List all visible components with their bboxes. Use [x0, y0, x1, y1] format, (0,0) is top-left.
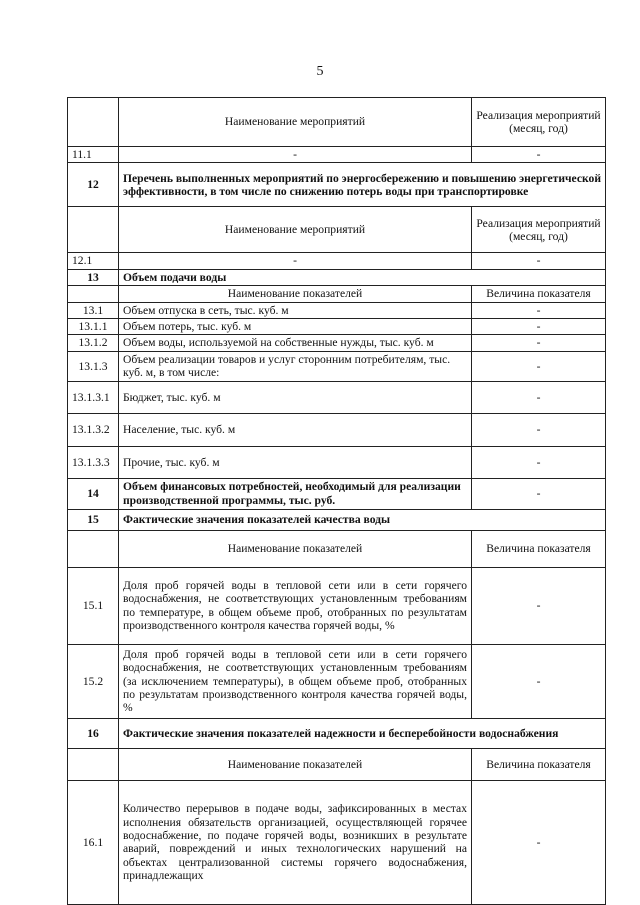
row-number: 12.1: [68, 253, 119, 269]
row-name: Объем воды, используемой на собственные нужды, тыс. куб. м: [119, 335, 472, 351]
row-value: -: [472, 446, 606, 478]
section-number: 15: [68, 509, 119, 530]
row-name: Бюджет, тыс. куб. м: [119, 381, 472, 413]
table-header-row: [68, 748, 606, 780]
row-value: -: [472, 147, 606, 163]
table-row: [68, 381, 606, 413]
table-row: [68, 335, 606, 351]
row-number: 15.1: [68, 567, 119, 644]
column-header-name: Наименование мероприятий: [119, 98, 472, 147]
row-name: Доля проб горячей воды в тепловой сети или в сети горячего водоснабжения, не соответствующих установленным требованиям (за исключением температуры), в общем объеме проб, отобранных по результатам производственного контроля качества горячей воды, %: [119, 644, 472, 718]
row-name: Количество перерывов в подаче воды, зафиксированных в местах исполнения обязательств организацией, осуществляющей горячее водоснабжение, по подаче горячей воды, возникших в результате аварий, повреждений и иных технологических нарушений на объектах централизованной системы горячего водоснабжения, принадлежащих: [119, 780, 472, 904]
table-row: [68, 253, 606, 269]
section-title: Объем финансовых потребностей, необходимый для реализации производственной программы, тыс. руб.: [119, 478, 472, 509]
column-header-name: Наименование показателей: [119, 530, 472, 567]
column-header-value: Величина показателя: [472, 748, 606, 780]
row-number: 13.1.1: [68, 319, 119, 335]
row-number: 13.1.3.1: [68, 381, 119, 413]
number-cell: [68, 530, 119, 567]
table-row: [68, 413, 606, 446]
row-value: -: [472, 319, 606, 335]
row-value: -: [472, 567, 606, 644]
row-name: Прочие, тыс. куб. м: [119, 446, 472, 478]
row-name: -: [119, 147, 472, 163]
table-header-row: [68, 207, 606, 253]
row-value: -: [472, 351, 606, 381]
row-number: 11.1: [68, 147, 119, 163]
column-header-value: Реализация мероприятий (месяц, год): [472, 207, 606, 253]
table-row: [68, 302, 606, 318]
row-value: -: [472, 381, 606, 413]
number-cell: [68, 98, 119, 147]
table-header-row: [68, 530, 606, 567]
section-number: 16: [68, 718, 119, 748]
section-row: [68, 718, 606, 748]
row-value: -: [472, 478, 606, 509]
row-name: Объем отпуска в сеть, тыс. куб. м: [119, 302, 472, 318]
section-row: [68, 509, 606, 530]
row-number: 13.1.3: [68, 351, 119, 381]
section-title: Перечень выполненных мероприятий по энергосбережению и повышению энергетической эффективности, в том числе по снижению потерь воды при транспортировке: [119, 163, 606, 207]
row-number: 13.1: [68, 302, 119, 318]
section-title: Фактические значения показателей качества воды: [119, 509, 606, 530]
column-header-name: Наименование показателей: [119, 286, 472, 302]
number-cell: [68, 748, 119, 780]
row-name: Население, тыс. куб. м: [119, 413, 472, 446]
row-value: -: [472, 253, 606, 269]
section-row: [68, 163, 606, 207]
number-cell: [68, 286, 119, 302]
row-value: -: [472, 302, 606, 318]
table-row: [68, 780, 606, 904]
row-value: -: [472, 413, 606, 446]
row-name: -: [119, 253, 472, 269]
section-row: [68, 478, 606, 509]
row-number: 16.1: [68, 780, 119, 904]
table-row: [68, 319, 606, 335]
column-header-value: Величина показателя: [472, 286, 606, 302]
row-name: Доля проб горячей воды в тепловой сети или в сети горячего водоснабжения, не соответствующих установленным требованиям по температуре, в общем объеме проб, отобранных по результатам производственного контроля качества горячей воды, %: [119, 567, 472, 644]
section-number: 14: [68, 478, 119, 509]
row-value: -: [472, 780, 606, 904]
row-value: -: [472, 644, 606, 718]
column-header-value: Величина показателя: [472, 530, 606, 567]
number-cell: [68, 207, 119, 253]
row-number: 13.1.2: [68, 335, 119, 351]
section-number: 13: [68, 269, 119, 285]
section-row: [68, 269, 606, 285]
row-number: 13.1.3.2: [68, 413, 119, 446]
section-number: 12: [68, 163, 119, 207]
page-number: 5: [316, 64, 324, 79]
column-header-value: Реализация мероприятий (месяц, год): [472, 98, 606, 147]
section-title: Объем подачи воды: [119, 269, 606, 285]
section-title: Фактические значения показателей надежности и бесперебойности водоснабжения: [119, 718, 606, 748]
table-header-row: [68, 98, 606, 147]
table-row: [68, 644, 606, 718]
table-row: [68, 147, 606, 163]
table-header-row: [68, 286, 606, 302]
column-header-name: Наименование показателей: [119, 748, 472, 780]
program-table: [67, 97, 606, 905]
row-value: -: [472, 335, 606, 351]
row-name: Объем потерь, тыс. куб. м: [119, 319, 472, 335]
column-header-name: Наименование мероприятий: [119, 207, 472, 253]
table-row: [68, 351, 606, 381]
table-row: [68, 567, 606, 644]
table-row: [68, 446, 606, 478]
row-number: 15.2: [68, 644, 119, 718]
row-number: 13.1.3.3: [68, 446, 119, 478]
row-name: Объем реализации товаров и услуг сторонним потребителям, тыс. куб. м, в том числе:: [119, 351, 472, 381]
